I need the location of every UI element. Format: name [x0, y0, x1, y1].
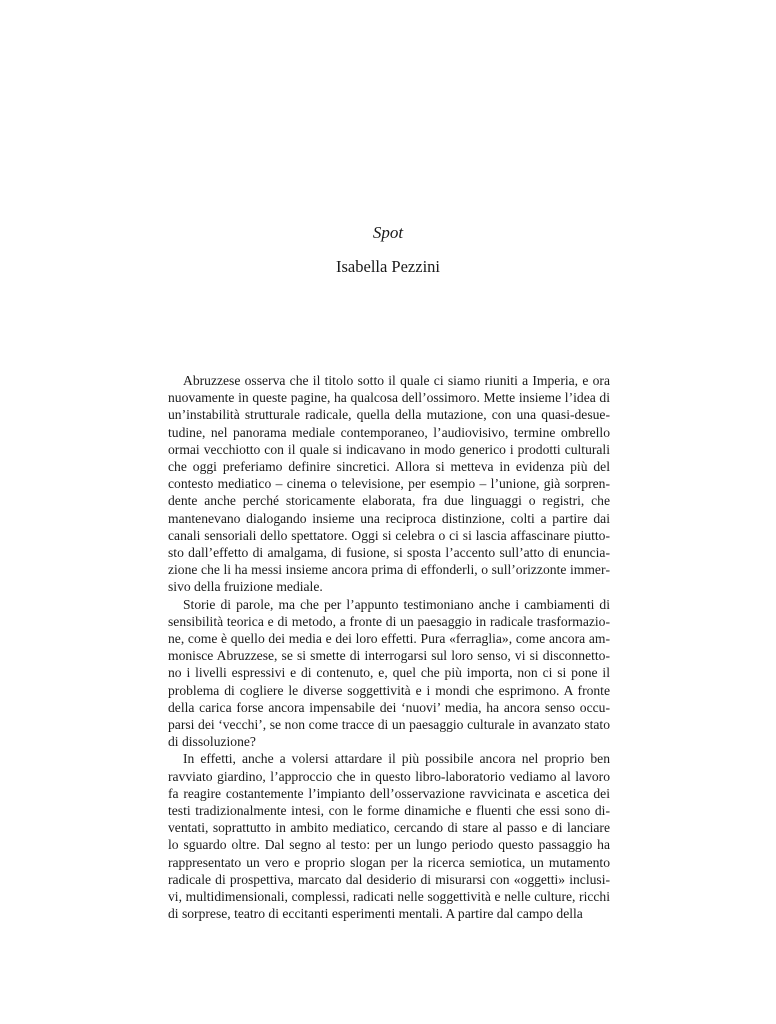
author-name: Isabella Pezzini — [336, 257, 440, 276]
paragraph: In effetti, anche a volersi attardare il più possibile ancora nel proprio ben ravviato giardino, l’approccio che in questo libro-laboratorio vediamo al lavoro fa reagire costantemente l’impianto dell’osservazione ravvicinata e ascetica dei testi tradizionalmente intesi, con le forme dinamiche e fluenti che essi sono diventati, soprattutto in ambito mediatico, cercando di stare al passo e di lanciare lo sguardo oltre. Dal segno al testo: per un lungo periodo questo passaggio ha rappresentato un vero e proprio slogan per la ricerca semiotica, un mutamento radicale di prospettiva, marcato dal desiderio di misurarsi con «oggetti» inclusivi, multidimensionali, complessi, radicati nelle soggettività e nelle culture, ricchi di sorprese, teatro di eccitanti esperimenti mentali. A partire dal campo della — [168, 751, 610, 922]
chapter-title: Spot — [372, 223, 404, 242]
body-text — [168, 372, 610, 923]
paragraph: Storie di parole, ma che per l’appunto testimoniano anche i cambiamenti di sensibilità teorica e di metodo, a fronte di un paesaggio in radicale trasformazione, come è quello dei media e dei loro effetti. Pura «ferraglia», come ancora ammonisce Abruzzese, se si smette di interrogarsi sul loro senso, vi si disconnettono i livelli espressivi e di contenuto, e, quel che più importa, non ci si pone il problema di cogliere le diverse soggettività e i mondi che esprimono. A fronte della carica forse ancora impensabile dei ‘nuovi’ media, ha ancora senso occuparsi dei ‘vecchi’, se non come tracce di un paesaggio culturale in avanzato stato di dissoluzione? — [168, 596, 610, 750]
paragraph: Abruzzese osserva che il titolo sotto il quale ci siamo riuniti a Imperia, e ora nuovamente in queste pagine, ha qualcosa dell’ossimoro. Mette insieme l’idea di un’instabilità strutturale radicale, quella della mutazione, con una quasi-desuetudine, nel panorama mediale contemporaneo, l’audiovisivo, termine ombrello ormai vecchiotto con il quale si indicavano in modo generico i prodotti culturali che oggi preferiamo definire sincretici. Allora si metteva in evidenza più del contesto mediatico – cinema o televisione, per esempio – l’unione, già sorprendente anche perché storicamente elaborata, fra due linguaggi o registri, che mantenevano dialogando insieme una reciproca distinzione, colti a partire dai canali sensoriali dello spettatore. Oggi si celebra o ci si lascia affascinare piuttosto dall’effetto di amalgama, di fusione, si sposta l’accento sull’atto di enunciazione che li ha messi insieme ancora prima di effonderli, o sull’orizzonte immersivo della fruizione mediale. — [168, 373, 610, 595]
